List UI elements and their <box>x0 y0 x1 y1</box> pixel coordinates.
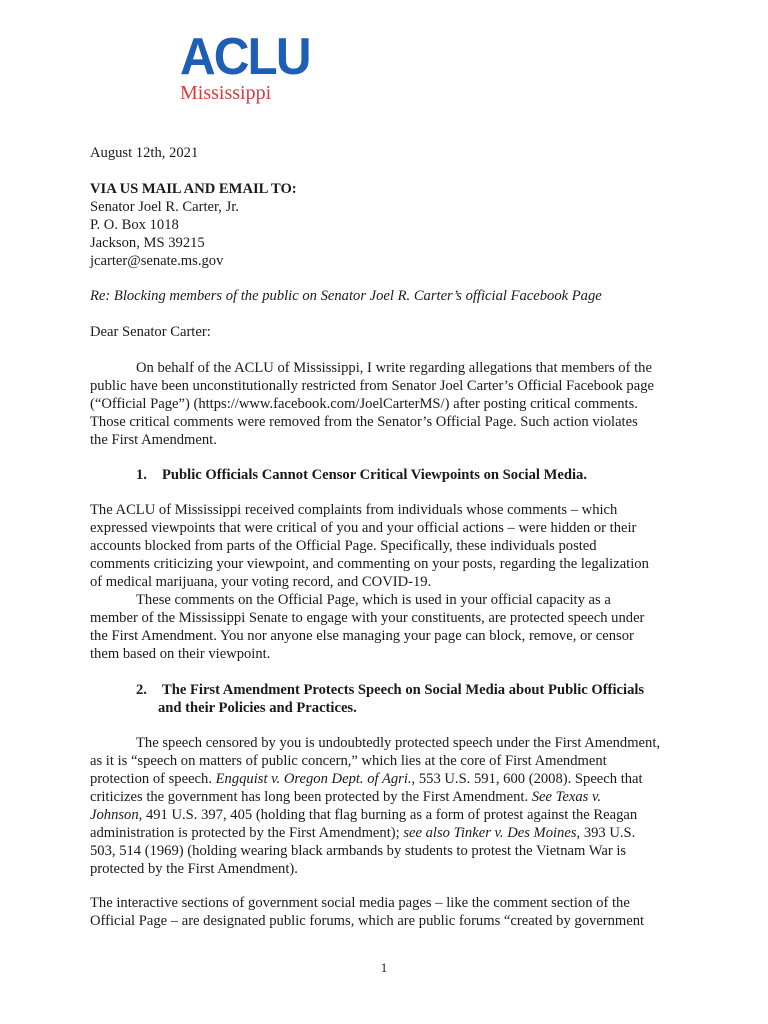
text-line: (“Official Page”) (https://www.facebook.com/JoelCarterMS/) after posting critical comments. <box>90 396 638 412</box>
section-number: 2. <box>136 682 147 698</box>
text-line: The speech censored by you is undoubtedly protected speech under the First Amendment, <box>136 735 661 751</box>
text-line: them based on their viewpoint. <box>90 646 271 662</box>
address-line: Senator Joel R. Carter, Jr. <box>90 199 239 215</box>
delivery-line: VIA US MAIL AND EMAIL TO: <box>90 181 297 197</box>
text-line: Johnson, 491 U.S. 397, 405 (holding that flag burning as a form of protest against the Reagan <box>90 807 638 823</box>
case-citation: see also Tinker v. Des Moines <box>403 825 577 841</box>
case-citation: Johnson <box>90 807 139 823</box>
section-number: 1. <box>136 467 147 483</box>
section-title-cont: and their Policies and Practices. <box>158 700 357 716</box>
text-line: These comments on the Official Page, which is used in your official capacity as a <box>136 592 611 608</box>
address-line: P. O. Box 1018 <box>90 217 179 233</box>
section-title: Public Officials Cannot Censor Critical Viewpoints on Social Media. <box>162 467 587 483</box>
logo-wordmark: ACLU <box>180 28 310 86</box>
paragraph-2 <box>90 591 690 663</box>
text-line: criticizes the government has long been protected by the First Amendment. See Texas v. <box>90 789 602 805</box>
case-citation: Engquist v. Oregon Dept. of Agri. <box>215 771 412 787</box>
case-citation: See Texas v. <box>531 789 602 805</box>
text-line: On behalf of the ACLU of Mississippi, I write regarding allegations that members of the <box>136 360 652 376</box>
salutation: Dear Senator Carter: <box>90 324 211 340</box>
text-line: protection of speech. Engquist v. Oregon Dept. of Agri., 553 U.S. 591, 600 (2008). Speech that <box>90 771 643 787</box>
text-line: Those critical comments were removed from the Senator’s Official Page. Such action violates <box>90 414 638 430</box>
text-line: member of the Mississippi Senate to engage with your constituents, are protected speech under <box>90 610 645 626</box>
section-heading-2 <box>136 681 716 717</box>
section-heading-1 <box>136 466 696 484</box>
text-line: as it is “speech on matters of public concern,” which lies at the core of First Amendment <box>90 753 607 769</box>
text-line: The ACLU of Mississippi received complaints from individuals whose comments – which <box>90 502 618 518</box>
text-line: the First Amendment. <box>90 432 217 448</box>
text-line: the First Amendment. You nor anyone else managing your page can block, remove, or censor <box>90 628 634 644</box>
re-line: Re: Blocking members of the public on Senator Joel R. Carter’s official Facebook Page <box>90 288 602 304</box>
text-line: Official Page – are designated public forums, which are public forums “created by government <box>90 913 645 929</box>
text-line: accounts blocked from parts of the Official Page. Specifically, these individuals posted <box>90 538 597 554</box>
logo-state: Mississippi <box>180 82 272 104</box>
paragraph-3 <box>90 734 690 878</box>
address-block <box>90 198 690 270</box>
text-line: The interactive sections of government social media pages – like the comment section of the <box>90 895 630 911</box>
page-number: 1 <box>380 960 388 975</box>
text-line: 503, 514 (1969) (holding wearing black armbands by students to protest the Vietnam War is <box>90 843 627 859</box>
text-line: expressed viewpoints that were critical of you and your official actions – were hidden or their <box>90 520 637 536</box>
intro-paragraph <box>90 359 690 449</box>
aclu-logo <box>180 28 310 104</box>
text-line: of medical marijuana, your voting record, and COVID-19. <box>90 574 432 590</box>
address-line: jcarter@senate.ms.gov <box>90 253 224 269</box>
text-line: administration is protected by the First Amendment); see also Tinker v. Des Moines, 393 U.S. <box>90 825 636 841</box>
section-title: The First Amendment Protects Speech on Social Media about Public Officials <box>162 682 645 698</box>
paragraph-4 <box>90 894 690 930</box>
letter-date: August 12th, 2021 <box>90 145 199 161</box>
paragraph-1 <box>90 501 690 591</box>
address-line: Jackson, MS 39215 <box>90 235 205 251</box>
text-line: protected by the First Amendment). <box>90 861 298 877</box>
text-line: comments criticizing your viewpoint, and commenting on your posts, regarding the legalization <box>90 556 649 572</box>
text-line: public have been unconstitutionally restricted from Senator Joel Carter’s Official Facebook page <box>90 378 654 394</box>
